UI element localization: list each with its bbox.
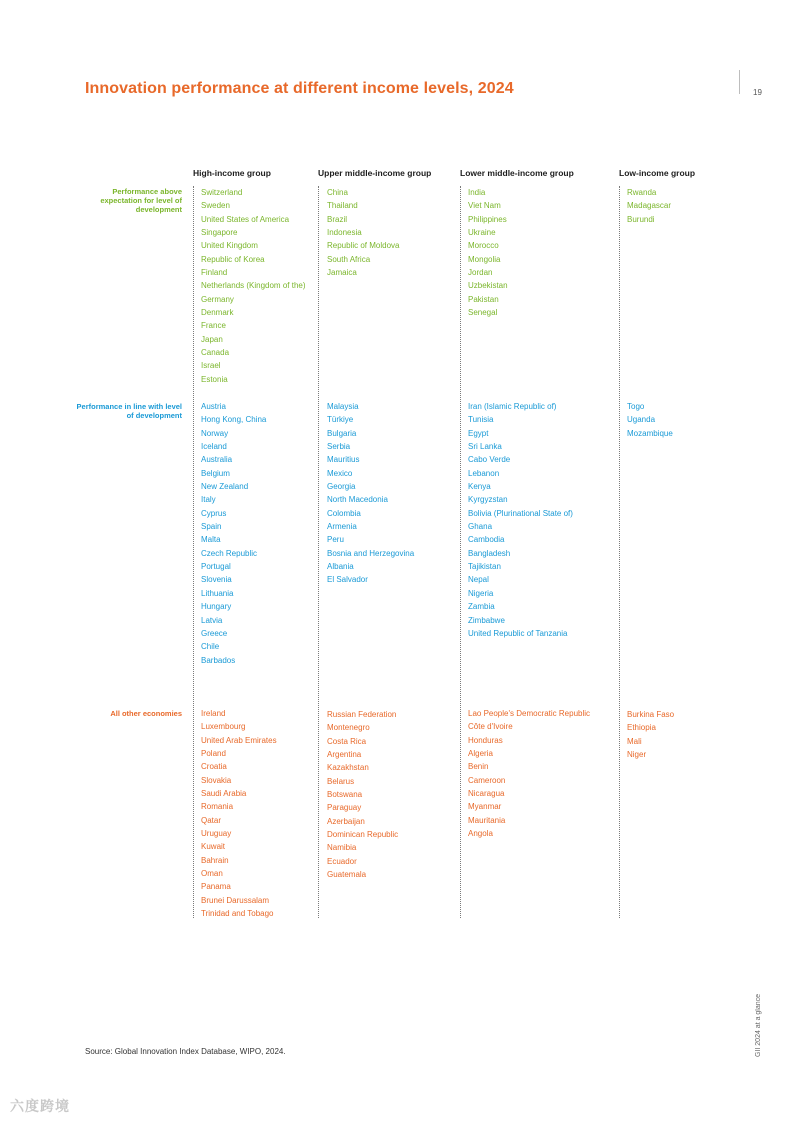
economy-item: Luxembourg bbox=[201, 722, 246, 732]
column-header-upper-middle-income: Upper middle-income group bbox=[318, 168, 432, 178]
list-other-low bbox=[627, 708, 674, 761]
economy-item: Nicaragua bbox=[468, 789, 505, 799]
economy-item: Finland bbox=[201, 268, 228, 278]
column-header-high-income: High-income group bbox=[193, 168, 271, 178]
row-label-in-line: Performance in line with level of development bbox=[76, 402, 182, 420]
economy-item: Poland bbox=[201, 749, 226, 759]
economy-item: Belgium bbox=[201, 468, 230, 478]
economy-item: Belarus bbox=[327, 776, 355, 786]
economy-item: Zambia bbox=[468, 602, 495, 612]
economy-item: Cambodia bbox=[468, 535, 505, 545]
economy-item: Hong Kong, China bbox=[201, 415, 267, 425]
economy-item: Slovakia bbox=[201, 775, 232, 785]
economy-item: Ukraine bbox=[468, 228, 496, 238]
economy-item: Latvia bbox=[201, 615, 223, 625]
economy-item: Kenya bbox=[468, 482, 491, 492]
column-divider-upper bbox=[318, 186, 319, 918]
economy-item: Armenia bbox=[327, 522, 357, 532]
economy-item: Dominican Republic bbox=[327, 830, 399, 840]
column-divider-low bbox=[619, 186, 620, 918]
economy-item: Australia bbox=[201, 455, 233, 465]
economy-item: Spain bbox=[201, 522, 222, 532]
economy-item: Angola bbox=[468, 829, 493, 839]
economy-item: Qatar bbox=[201, 815, 222, 825]
economy-item: Lithuania bbox=[201, 588, 234, 598]
economy-item: Cyprus bbox=[201, 508, 227, 518]
economy-item: Uzbekistan bbox=[468, 281, 508, 291]
economy-item: United Arab Emirates bbox=[201, 735, 277, 745]
economy-item: Niger bbox=[627, 750, 647, 760]
economy-item: Uganda bbox=[627, 415, 656, 425]
economy-item: Nepal bbox=[468, 575, 489, 585]
economy-item: Sri Lanka bbox=[468, 442, 502, 452]
economy-item: France bbox=[201, 321, 226, 331]
economy-item: Albania bbox=[327, 562, 354, 572]
economy-item: Namibia bbox=[327, 843, 357, 853]
list-other-lower bbox=[468, 707, 590, 840]
economy-item: Bangladesh bbox=[468, 548, 511, 558]
economy-item: Republic of Korea bbox=[201, 254, 265, 264]
economy-item: Philippines bbox=[468, 214, 507, 224]
list-above-high bbox=[201, 186, 306, 386]
economy-item: Paraguay bbox=[327, 803, 362, 813]
economy-item: Iceland bbox=[201, 442, 227, 452]
economy-item: Bosnia and Herzegovina bbox=[327, 548, 415, 558]
economy-item: Indonesia bbox=[327, 228, 362, 238]
economy-item: Tajikistan bbox=[468, 562, 501, 572]
economy-item: Colombia bbox=[327, 508, 361, 518]
economy-item: Egypt bbox=[468, 428, 489, 438]
column-divider-lower bbox=[460, 186, 461, 918]
economy-item: Viet Nam bbox=[468, 201, 501, 211]
economy-item: Mozambique bbox=[627, 428, 673, 438]
economy-item: Argentina bbox=[327, 750, 362, 760]
economy-item: Bahrain bbox=[201, 855, 229, 865]
economy-item: Romania bbox=[201, 802, 234, 812]
economy-item: Madagascar bbox=[627, 201, 672, 211]
economy-item: Pakistan bbox=[468, 294, 499, 304]
economy-item: Brunei Darussalam bbox=[201, 895, 270, 905]
economy-item: Togo bbox=[627, 402, 645, 411]
economy-item: Norway bbox=[201, 428, 229, 438]
economy-item: Botswana bbox=[327, 790, 363, 800]
economy-item: United States of America bbox=[201, 214, 290, 224]
list-inline-lower bbox=[468, 400, 573, 640]
watermark-text: 六度跨境 bbox=[10, 1098, 70, 1114]
list-above-lower bbox=[468, 186, 508, 319]
economy-item: Mauritania bbox=[468, 815, 506, 825]
economy-item: United Kingdom bbox=[201, 241, 258, 251]
economy-item: Malta bbox=[201, 535, 221, 545]
economy-item: Georgia bbox=[327, 482, 356, 492]
economy-item: Ecuador bbox=[327, 856, 357, 866]
economy-item: Kyrgyzstan bbox=[468, 495, 508, 505]
list-inline-high bbox=[201, 400, 266, 667]
economy-item: Guatemala bbox=[327, 870, 367, 880]
economy-item: Saudi Arabia bbox=[201, 789, 247, 799]
economy-item: Estonia bbox=[201, 374, 228, 384]
economy-item: Japan bbox=[201, 334, 223, 344]
economy-item: El Salvador bbox=[327, 575, 368, 585]
economy-item: Ireland bbox=[201, 709, 226, 718]
economy-item: Russian Federation bbox=[327, 710, 397, 719]
economy-item: Peru bbox=[327, 535, 344, 545]
economy-item: Hungary bbox=[201, 602, 232, 612]
list-above-upper bbox=[327, 186, 399, 279]
economy-item: North Macedonia bbox=[327, 495, 388, 505]
economy-item: Mali bbox=[627, 736, 642, 746]
row-label-all-other: All other economies bbox=[110, 709, 182, 718]
source-note: Source: Global Innovation Index Database, WIPO, 2024. bbox=[85, 1047, 286, 1056]
page-title: Innovation performance at different income levels, 2024 bbox=[85, 80, 514, 97]
economy-item: Jamaica bbox=[327, 268, 357, 278]
list-above-low bbox=[627, 186, 671, 226]
economy-item: Zimbabwe bbox=[468, 615, 505, 625]
economy-item: Bulgaria bbox=[327, 428, 357, 438]
economy-item: United Republic of Tanzania bbox=[468, 628, 568, 638]
economy-item: New Zealand bbox=[201, 482, 249, 492]
economy-item: Myanmar bbox=[468, 802, 502, 812]
economy-item: Burkina Faso bbox=[627, 710, 675, 719]
economy-item: Singapore bbox=[201, 228, 238, 238]
economy-item: Ghana bbox=[468, 522, 493, 532]
list-other-upper bbox=[327, 708, 398, 881]
economy-item: Serbia bbox=[327, 442, 351, 452]
economy-item: Canada bbox=[201, 348, 230, 358]
list-inline-low bbox=[627, 400, 673, 440]
economy-item: Jordan bbox=[468, 268, 493, 278]
economy-item: Portugal bbox=[201, 562, 231, 572]
economy-item: Trinidad and Tobago bbox=[201, 909, 274, 919]
economy-item: Montenegro bbox=[327, 723, 370, 733]
economy-item: Honduras bbox=[468, 735, 503, 745]
economy-item: Slovenia bbox=[201, 575, 232, 585]
economy-item: Malaysia bbox=[327, 402, 359, 411]
economy-item: Israel bbox=[201, 361, 221, 371]
economy-item: India bbox=[468, 188, 486, 197]
economy-item: Rwanda bbox=[627, 188, 657, 197]
column-header-low-income: Low-income group bbox=[619, 168, 696, 178]
economy-item: Republic of Moldova bbox=[327, 241, 400, 251]
page-number: 19 bbox=[753, 88, 762, 97]
economy-item: Mauritius bbox=[327, 455, 360, 465]
economy-item: Iran (Islamic Republic of) bbox=[468, 402, 557, 411]
economy-item: Burundi bbox=[627, 214, 655, 224]
economy-item: Cameroon bbox=[468, 775, 506, 785]
economy-item: Croatia bbox=[201, 762, 227, 772]
side-running-text: GII 2024 at a glance bbox=[755, 993, 762, 1057]
economy-item: Barbados bbox=[201, 655, 236, 665]
economy-item: Sweden bbox=[201, 201, 230, 211]
economy-item: Netherlands (Kingdom of the) bbox=[201, 281, 306, 291]
economy-item: Nigeria bbox=[468, 588, 494, 598]
economy-item: Czech Republic bbox=[201, 548, 258, 558]
economy-item: Chile bbox=[201, 642, 220, 652]
list-other-high bbox=[201, 707, 277, 921]
economy-item: Lao People's Democratic Republic bbox=[468, 709, 591, 718]
economy-item: Mongolia bbox=[468, 254, 501, 264]
economy-item: Italy bbox=[201, 495, 216, 505]
page-rule bbox=[739, 70, 740, 94]
economy-item: Mexico bbox=[327, 468, 353, 478]
economy-item: Switzerland bbox=[201, 188, 243, 197]
economy-item: Uruguay bbox=[201, 829, 232, 839]
economy-item: Lebanon bbox=[468, 468, 500, 478]
economy-item: Algeria bbox=[468, 749, 493, 759]
economy-item: China bbox=[327, 188, 348, 197]
economy-item: Senegal bbox=[468, 308, 498, 318]
economy-item: Denmark bbox=[201, 308, 234, 318]
economy-item: Germany bbox=[201, 294, 234, 304]
column-header-lower-middle-income: Lower middle-income group bbox=[460, 168, 574, 178]
economy-item: Oman bbox=[201, 869, 223, 879]
economy-item: Kazakhstan bbox=[327, 763, 369, 773]
economy-item: Bolivia (Plurinational State of) bbox=[468, 508, 573, 518]
economy-item: Côte d'Ivoire bbox=[468, 722, 513, 732]
economy-item: Austria bbox=[201, 402, 226, 411]
economy-item: Brazil bbox=[327, 214, 348, 224]
economy-item: Kuwait bbox=[201, 842, 226, 852]
economy-item: Morocco bbox=[468, 241, 499, 251]
economy-item: Azerbaijan bbox=[327, 816, 365, 826]
economy-item: Greece bbox=[201, 628, 228, 638]
economy-item: Panama bbox=[201, 882, 231, 892]
economy-item: Thailand bbox=[327, 201, 358, 211]
economy-item: Benin bbox=[468, 762, 489, 772]
economy-item: Ethiopia bbox=[627, 723, 656, 733]
economy-item: Cabo Verde bbox=[468, 455, 511, 465]
list-inline-upper bbox=[327, 400, 414, 587]
column-divider-high bbox=[193, 186, 194, 918]
economy-item: Tunisia bbox=[468, 415, 494, 425]
economy-item: Türkiye bbox=[327, 415, 354, 425]
row-label-above-expectation: Performance above expectation for level of development bbox=[100, 187, 182, 214]
economy-item: Costa Rica bbox=[327, 736, 367, 746]
economy-item: South Africa bbox=[327, 254, 371, 264]
